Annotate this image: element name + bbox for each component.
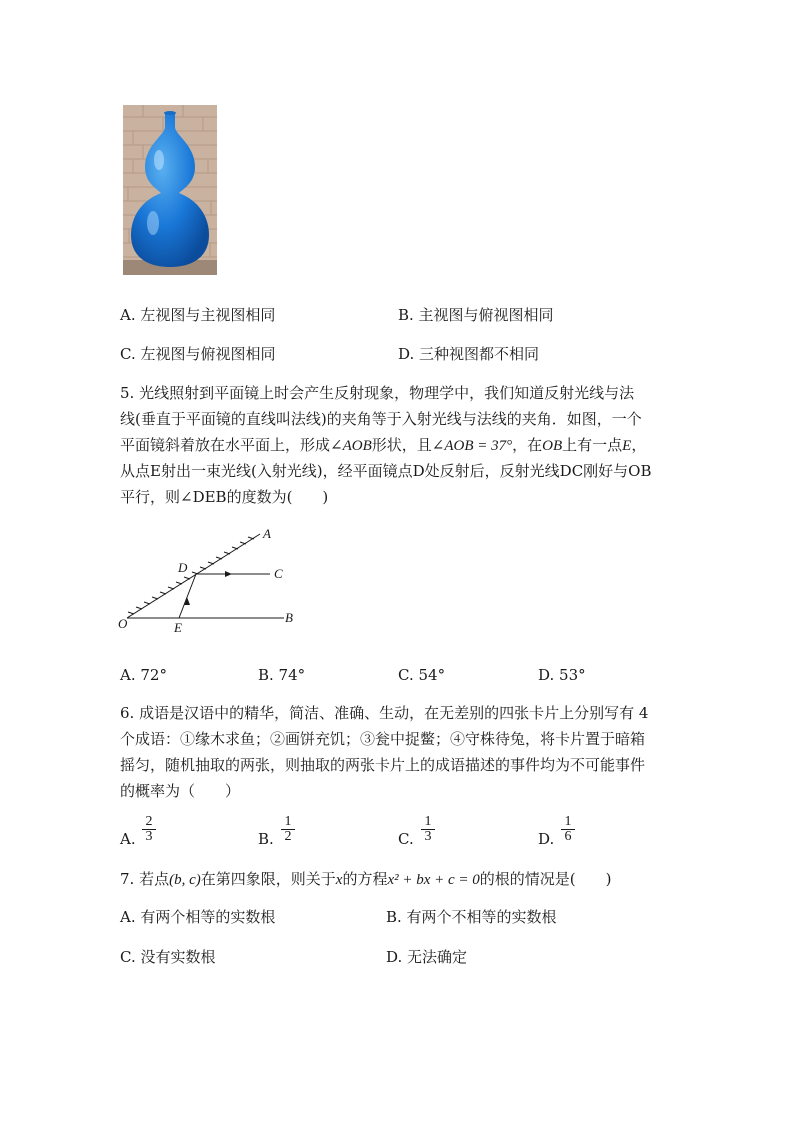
q5-stem-line-3: 平面镜斜着放在水平面上，形成∠AOB形状，且∠AOB = 37°，在OB上有一点E，	[120, 436, 647, 454]
q6-option-b-fraction: $\frac{1}{2}$	[281, 815, 295, 844]
q5-option-a[interactable]: A. 72°	[120, 666, 167, 684]
q4-option-d[interactable]: D. 三种视图都不相同	[398, 345, 540, 363]
mirror-line-oa	[127, 534, 260, 618]
q6-option-a-fraction: $\frac{2}{3}$	[142, 815, 156, 844]
mirror-hatching	[128, 537, 254, 614]
q6-stem-line-3: 摇匀，随机抽取的两张，则抽取的两张卡片上的成语描述的事件均为不可能事件	[120, 756, 646, 774]
q7-option-c[interactable]: C. 没有实数根	[120, 948, 216, 966]
q6-option-b-label: B.	[258, 830, 274, 848]
q7-stem: 7. 若点(b, c)在第四象限，则关于x的方程x² + bx + c = 0的根的情况是( )	[120, 870, 612, 888]
label-d: D	[178, 560, 188, 575]
q6-option-d-label: D.	[538, 830, 555, 848]
label-e: E	[174, 620, 182, 634]
q5-option-d[interactable]: D. 53°	[538, 666, 586, 684]
label-a: A	[263, 526, 271, 541]
q4-option-b[interactable]: B. 主视图与俯视图相同	[398, 306, 554, 324]
q6-stem-line-1: 6. 成语是汉语中的精华，简洁、准确、生动，在无差别的四张卡片上分别写有 4	[120, 704, 649, 722]
q6-option-c-label: C.	[398, 830, 414, 848]
q5-stem-line-5: 平行，则∠DEB的度数为( )	[120, 488, 329, 506]
q5-stem-line-4: 从点E射出一束光线(入射光线)，经平面镜点D处反射后，反射光线DC刚好与OB	[120, 462, 652, 480]
q7-option-a[interactable]: A. 有两个相等的实数根	[120, 908, 276, 926]
q5-stem-line-1: 5. 光线照射到平面镜上时会产生反射现象，物理学中，我们知道反射光线与法	[120, 384, 635, 402]
q6-option-a-label: A.	[120, 830, 136, 848]
arrow-ed	[184, 597, 190, 605]
label-o: O	[118, 616, 128, 631]
arrow-dc	[225, 571, 232, 577]
q5-stem-line-2: 线(垂直于平面镜的直线叫法线)的夹角等于入射光线与法线的夹角．如图，一个	[120, 410, 642, 428]
q6-stem-line-4: 的概率为（ ）	[120, 782, 241, 800]
label-b: B	[285, 610, 293, 625]
q6-stem-line-2: 个成语：①缘木求鱼；②画饼充饥；③瓮中捉鳖；④守株待兔，将卡片置于暗箱	[120, 730, 646, 748]
q4-option-a[interactable]: A. 左视图与主视图相同	[120, 306, 276, 324]
gourd-vase-photo	[123, 105, 217, 275]
q6-option-c-fraction: $\frac{1}{3}$	[421, 815, 435, 844]
q7-option-b[interactable]: B. 有两个不相等的实数根	[386, 908, 557, 926]
q5-option-b[interactable]: B. 74°	[258, 666, 306, 684]
incident-ray-ed	[179, 574, 196, 618]
q4-option-c[interactable]: C. 左视图与俯视图相同	[120, 345, 276, 363]
q6-option-d-fraction: $\frac{1}{6}$	[561, 815, 575, 844]
q5-option-c[interactable]: C. 54°	[398, 666, 446, 684]
q5-reflection-figure	[112, 522, 302, 634]
q7-option-d[interactable]: D. 无法确定	[386, 948, 468, 966]
label-c: C	[274, 566, 283, 581]
